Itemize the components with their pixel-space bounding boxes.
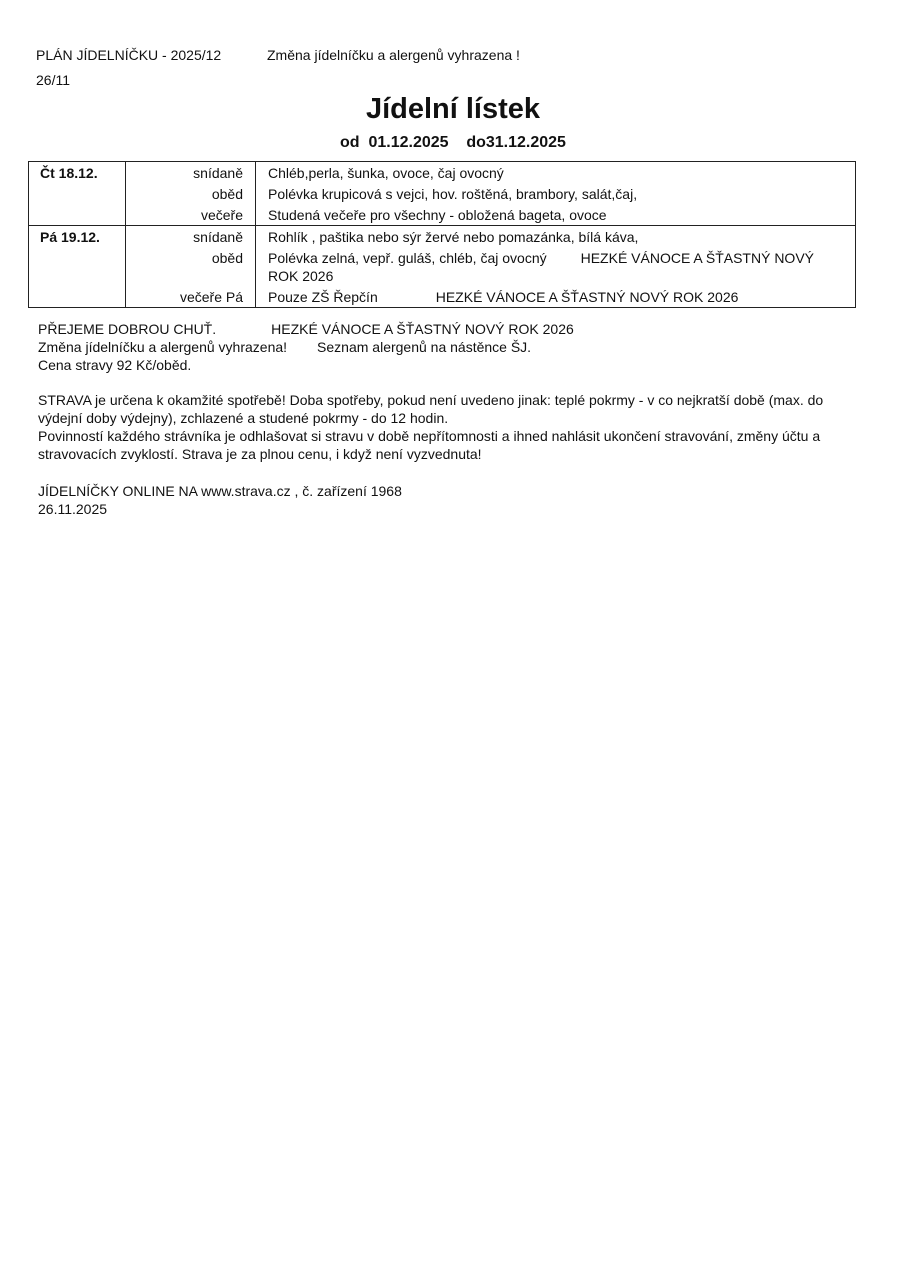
wish-text: PŘEJEME DOBROU CHUŤ. [38,321,217,337]
food-item [256,286,856,308]
menu-row [29,204,856,226]
page-title: Jídelní lístek [365,93,541,125]
food-item [256,247,856,286]
food-item: Rohlík , paštika nebo sýr žervé nebo pomazánka, bílá káva, [256,226,856,248]
holiday-greeting: HEZKÉ VÁNOCE A ŠŤASTNÝ NOVÝ ROK 2026 [268,250,815,284]
menu-row [29,162,856,184]
allergens-text: Seznam alergenů na nástěnce ŠJ. [317,339,532,355]
food-text: Polévka zelná, vepř. guláš, chléb, čaj ovocný [268,250,547,266]
meal-label: večeře [126,204,256,226]
change-text: Změna jídelníčku a alergenů vyhrazena! [38,339,288,355]
menu-row [29,183,856,204]
menu-row [29,226,856,248]
range-to-date: 31.12.2025 [485,134,566,151]
food-item: Polévka krupicová s vejci, hov. roštěná, brambory, salát,čaj, [268,186,638,202]
storage-notice: STRAVA je určena k okamžité spotřebě! Doba spotřeby, pokud není uvedeno jinak: teplé pokrmy - v co nejkratší době (max. do výdejní doby výdejny), zchlazené a studené pokrmy - do 12 hodin. [38,392,824,426]
day-label: Pá 19.12. [29,226,126,308]
date-code: 26/11 [36,72,70,88]
range-from-label: od [340,134,360,151]
range-to-label: do [466,134,486,151]
holiday-greeting: HEZKÉ VÁNOCE A ŠŤASTNÝ NOVÝ ROK 2026 [435,289,739,305]
duty-notice: Povinností každého strávníka je odhlašovat si stravu v době nepřítomnosti a ihned nahlásit ukončení stravování, změny účtu a stravovacích zvyklostí. Strava je za plnou cenu, i když není vyzvednuta! [38,428,821,462]
meal-label: večeře Pá [126,286,256,308]
food-item: Chléb,perla, šunka, ovoce, čaj ovocný [268,165,504,181]
food-text: Pouze ZŠ Řepčín [268,289,378,305]
menu-table [28,161,856,308]
footer-line-2 [38,338,531,356]
plan-label: PLÁN JÍDELNÍČKU - 2025/12 [36,47,222,63]
menu-row [29,247,856,286]
food-item: Studená večeře pro všechny - obložená bageta, ovoce [268,207,607,223]
range-from-date: 01.12.2025 [368,134,449,151]
meal-label: snídaně [126,226,256,248]
greeting-text: HEZKÉ VÁNOCE A ŠŤASTNÝ NOVÝ ROK 2026 [271,321,574,337]
meal-label: oběd [126,247,256,286]
menu-row [29,286,856,308]
day-label: Čt 18.12. [29,162,126,226]
footer-line-1 [38,320,574,338]
footer-date: 26.11.2025 [38,501,108,517]
change-notice: Změna jídelníčku a alergenů vyhrazena ! [267,47,520,63]
meal-label: snídaně [126,162,256,184]
date-range [0,134,906,152]
online-text: JÍDELNÍČKY ONLINE NA www.strava.cz , č. zařízení 1968 [38,483,402,499]
price-text: Cena stravy 92 Kč/oběd. [38,357,192,373]
meal-label: oběd [126,183,256,204]
